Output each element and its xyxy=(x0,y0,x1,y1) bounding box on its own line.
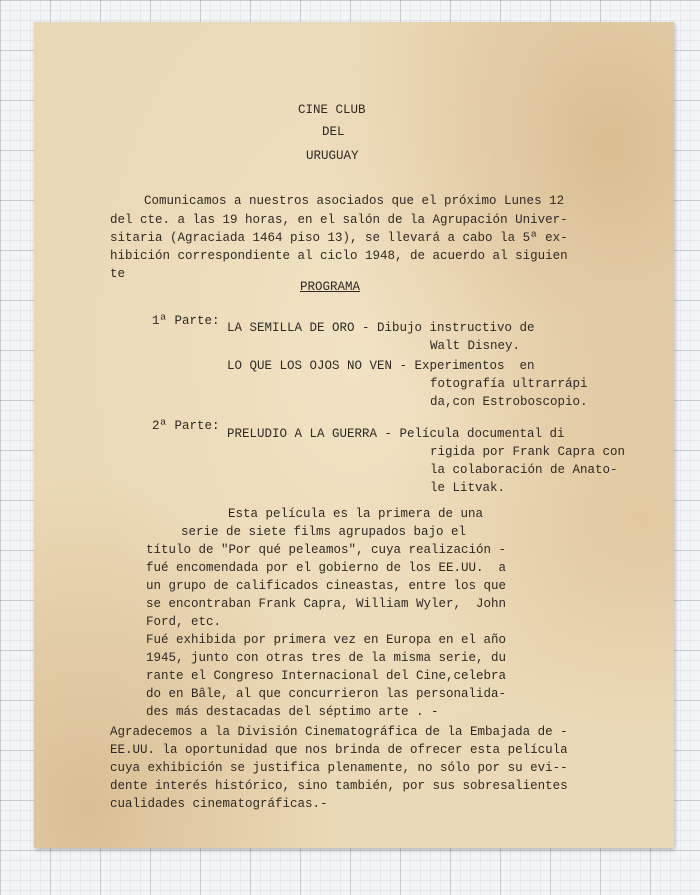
intro-line-4: hibición correspondiente al ciclo 1948, de acuerdo al siguien xyxy=(110,249,568,263)
part2-item-line2: rigida por Frank Capra con xyxy=(430,445,626,459)
header-line-3: URUGUAY xyxy=(306,149,359,163)
typed-letter-sheet xyxy=(34,22,674,848)
intro-line-2: del cte. a las 19 horas, en el salón de la Agrupación Univer- xyxy=(110,213,568,227)
description-line-3: título de "Por qué peleamos", cuya realización - xyxy=(146,543,507,557)
part1-item2-line3: da,con Estroboscopio. xyxy=(430,395,588,409)
description-line-7: Ford, etc. xyxy=(146,615,222,629)
intro-line-1: Comunicamos a nuestros asociados que el próximo Lunes 12 xyxy=(144,194,565,208)
header-line-1: CINE CLUB xyxy=(298,103,366,117)
closing-line-3: cuya exhibición se justifica plenamente, no sólo por su evi-- xyxy=(110,761,568,775)
closing-line-1: Agradecemos a la División Cinematográfica de la Embajada de - xyxy=(110,725,568,739)
description-line-11: do en Bâle, al que concurrieron las personalida- xyxy=(146,687,507,701)
part1-item2-line1: LO QUE LOS OJOS NO VEN - Experimentos en xyxy=(227,359,535,373)
part1-label: 1ª Parte: xyxy=(152,314,220,328)
description-line-5: un grupo de calificados cineastas, entre los que xyxy=(146,579,507,593)
description-line-8: Fué exhibida por primera vez en Europa en el año xyxy=(146,633,507,647)
part2-item-line3: la colaboración de Anato- xyxy=(430,463,618,477)
closing-line-5: cualidades cinematográficas.- xyxy=(110,797,328,811)
part2-item-line4: le Litvak. xyxy=(430,481,506,495)
description-line-12: des más destacadas del séptimo arte . - xyxy=(146,705,439,719)
part2-label: 2ª Parte: xyxy=(152,419,220,433)
description-line-1: Esta película es la primera de una xyxy=(228,507,484,521)
description-line-9: 1945, junto con otras tres de la misma serie, du xyxy=(146,651,507,665)
intro-line-3: sitaria (Agraciada 1464 piso 13), se llevará a cabo la 5ª ex- xyxy=(110,231,568,245)
part1-item1-line1: LA SEMILLA DE ORO - Dibujo instructivo de xyxy=(227,321,535,335)
intro-line-5: te xyxy=(110,267,126,281)
programa-title: PROGRAMA xyxy=(300,280,361,294)
part2-item-line1: PRELUDIO A LA GUERRA - Película documental di xyxy=(227,427,565,441)
description-line-10: rante el Congreso Internacional del Cine,celebra xyxy=(146,669,507,683)
description-line-2: serie de siete films agrupados bajo el xyxy=(181,525,467,539)
part1-item2-line2: fotografía ultrarrápi xyxy=(430,377,588,391)
header-line-2: DEL xyxy=(322,125,345,139)
closing-line-4: dente interés histórico, sino también, por sus sobresalientes xyxy=(110,779,568,793)
description-line-6: se encontraban Frank Capra, William Wyler, John xyxy=(146,597,507,611)
description-line-4: fué encomendada por el gobierno de los EE.UU. a xyxy=(146,561,507,575)
part1-item1-line2: Walt Disney. xyxy=(430,339,521,353)
closing-line-2: EE.UU. la oportunidad que nos brinda de ofrecer esta película xyxy=(110,743,568,757)
